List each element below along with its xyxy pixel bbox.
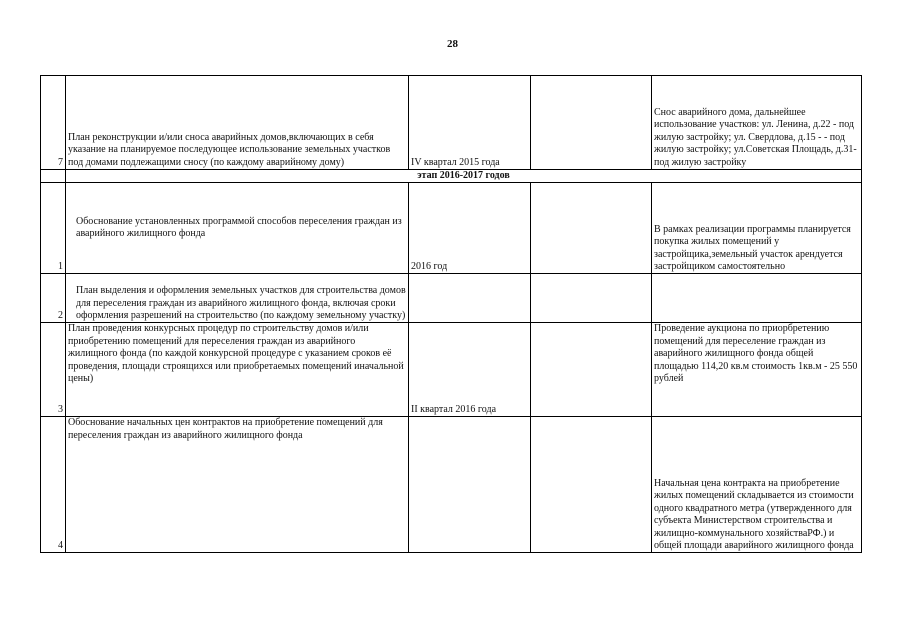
executor-cell — [531, 323, 652, 417]
event-cell: Обоснование установленных программой способов переселения граждан из аварийного жилищного фонда — [66, 183, 409, 274]
plan-table — [40, 75, 862, 553]
event-cell: План проведения конкурсных процедур по строительству домов и/или приобретению помещений для переселения граждан из аварийного жилищного фонда (по каждой конкурсной процедуре с указанием сроков её проведения, площади строящихся или приобретаемых помещений иначальной цены) — [66, 323, 409, 417]
row-number: 3 — [41, 323, 66, 417]
term-cell: 2016 год — [409, 183, 531, 274]
row-number: 4 — [41, 417, 66, 553]
row-number: 2 — [41, 274, 66, 323]
event-cell: План реконструкции и/или сноса аварийных домов,включающих в себя указание на планируемое последующее использование земельных участков под домами подлежащими сносу (по каждому аварийному дому) — [66, 76, 409, 170]
note-cell: Начальная цена контракта на приобретение жилых помещений складывается из стоимости одного квадратного метра (утвержденного для субъекта Министерством строительства и жилищно-коммунального хозяйстваРФ.) и общей площади аварийного жилищного фонда — [652, 417, 862, 553]
table-row — [41, 417, 862, 553]
stage-label: этап 2016-2017 годов — [66, 170, 862, 183]
executor-cell — [531, 417, 652, 553]
term-cell — [409, 417, 531, 553]
term-cell: IV квартал 2015 года — [409, 76, 531, 170]
table-row — [41, 274, 862, 323]
event-cell: Обоснование начальных цен контрактов на приобретение помещений для переселения граждан из аварийного жилищного фонда — [66, 417, 409, 553]
table-row — [41, 323, 862, 417]
note-cell: Проведение аукциона по приорбретению помещений для переселение граждан из аварийного жилищного фонда общей площадью 114,20 кв.м стоимость 1кв.м - 25 550 рублей — [652, 323, 862, 417]
table-row — [41, 183, 862, 274]
stage-num-cell — [41, 170, 66, 183]
stage-row — [41, 170, 862, 183]
event-cell: План выделения и оформления земельных участков для строительства домов для переселения граждан из аварийного жилищного фонда, включая сроки оформления разрешений на строительство (по каждому земельному участку) — [66, 274, 409, 323]
row-number: 1 — [41, 183, 66, 274]
note-cell — [652, 274, 862, 323]
term-cell: II квартал 2016 года — [409, 323, 531, 417]
executor-cell — [531, 76, 652, 170]
table-row — [41, 76, 862, 170]
executor-cell — [531, 274, 652, 323]
page-number: 28 — [447, 38, 458, 50]
term-cell — [409, 274, 531, 323]
note-cell: В рамках реализации программы планируется покупка жилых помещений у застройщика,земельный участок арендуется застройщиком самостоятельно — [652, 183, 862, 274]
note-cell: Снос аварийного дома, дальнейшее использование участков: ул. Ленина, д.22 - под жилую застройку; ул. Свердлова, д.15 - - под жилую застройку; ул.Советская Площадь, д.31- под жилую застройку — [652, 76, 862, 170]
executor-cell — [531, 183, 652, 274]
row-number: 7 — [41, 76, 66, 170]
